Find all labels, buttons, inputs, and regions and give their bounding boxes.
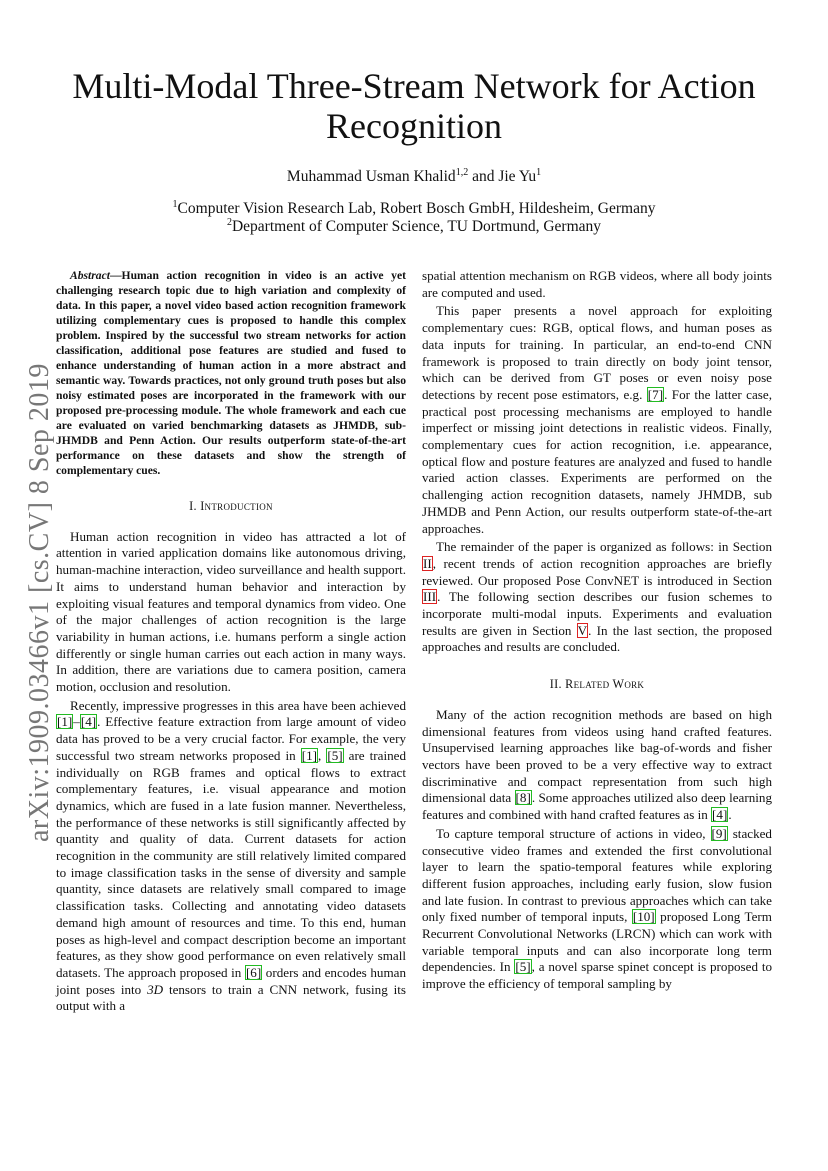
text-run: Recently, impressive progresses in this area have been achieved bbox=[70, 697, 406, 713]
text-run: stacked consecutive video frames and extended the first convolutional layer to learn the spatio-temporal features while exploring different fusion approaches, including early fusion, slow fusion and late fusion. In contrast to previous approaches which can take only fixed number of temporal inputs, bbox=[422, 825, 772, 925]
section-link[interactable]: V bbox=[577, 622, 588, 638]
paper-title: Multi-Modal Three-Stream Network for Action Recognition bbox=[72, 66, 756, 146]
abstract-text: —Human action recognition in video is an active yet challenging research topic due to high variation and complexity of data. In this paper, a novel video based action recognition framework utilizing complementary cues is proposed to handle this complex problem. Inspired by the successful two stream networks for action classification, additional pose features are studied and fused to enhance understanding of human action in a more abstract and semantic way. Towards practices, not only ground truth poses but also noisy estimated poses are incorporated in the framework with our proposed pre-processing module. The whole framework and each cue are evaluated on varied benchmarking datasets as JHMDB, sub-JHMDB and Penn Action. Our results outperform state-of-the-art performance on these datasets and show the strength of complementary cues. bbox=[56, 269, 406, 477]
text-run: are trained individually on RGB frames and optical flows to extract complementary features, i.e. visual appearance and motion dynamics, which are fused in a late fusion manner. Nevertheless, the performance of these networks is still significantly affected by quantity and quality of data. Current datasets for action recognition in the community are still relatively limited compared to image classification tasks in the sense of diversity and sample quantity, since datasets are relatively small compared to image classification tasks. Collecting and annotating video datasets demand high amount of resources and time. To this end, human poses as high-level and compact description become an important features, as they show good performance on even relatively small datasets. The approach proposed in bbox=[56, 747, 407, 980]
author-conjunction: and bbox=[468, 168, 499, 185]
text-run: , bbox=[318, 747, 327, 763]
citation-link[interactable]: [10] bbox=[632, 909, 655, 925]
section-link[interactable]: III bbox=[423, 589, 437, 605]
paragraph bbox=[56, 698, 406, 1015]
text-run: Many of the action recognition methods are based on high dimensional features from videos using hand crafted features. Unsupervised learning approaches like bag-of-words and fisher vectors have been proved to be a very effective way to extract discriminative and compact representation from such high dimensional data bbox=[422, 706, 772, 806]
paragraph bbox=[422, 303, 772, 537]
affiliation-text: Department of Computer Science, TU Dortmund, Germany bbox=[231, 218, 602, 235]
citation-link[interactable]: [5] bbox=[515, 959, 531, 975]
abstract-label: Abstract bbox=[70, 269, 110, 282]
math-expression: 3D bbox=[147, 981, 164, 997]
text-run: orders and encodes human joint poses into bbox=[56, 964, 406, 997]
text-run: . Some approaches utilized also deep learning features and combined with hand crafted features as in bbox=[422, 790, 772, 823]
affiliations bbox=[60, 200, 768, 236]
text-run: The remainder of the paper is organized as follows: in Section bbox=[436, 539, 772, 555]
text-run: proposed Long Term Recurrent Convolutional Networks (LRCN) which can work with variable temporal inputs and can also incorporate long term dependencies. In bbox=[422, 909, 772, 975]
citation-link[interactable]: [7] bbox=[647, 386, 664, 402]
paragraph bbox=[422, 826, 772, 993]
affiliation-mark: 1 bbox=[536, 166, 542, 178]
right-column bbox=[422, 268, 772, 995]
section-link[interactable]: II bbox=[423, 555, 432, 571]
paragraph bbox=[422, 539, 772, 656]
section-heading-related-work: II. Related Work bbox=[549, 677, 645, 692]
text-run: This paper presents a novel approach for exploiting complementary cues: RGB, optical flows, and human poses as data inputs for training. In particular, an end-to-end CNN framework is proposed to train directly on body joint tensor, which can be derived from GT poses or even noisy pose detections by recent pose estimators, e.g. bbox=[422, 303, 772, 402]
citation-link[interactable]: [1] bbox=[301, 747, 318, 763]
paragraph bbox=[422, 707, 772, 824]
citation-link[interactable]: [4] bbox=[80, 714, 97, 730]
arxiv-identifier: arXiv:1909.03466v1 [cs.CV] 8 Sep 2019 bbox=[24, 363, 55, 842]
text-run: , recent trends of action recognition approaches are briefly reviewed. Our proposed Pose ConvNET is introduced in Section bbox=[422, 555, 772, 588]
citation-link[interactable]: [9] bbox=[711, 825, 727, 841]
text-run: . In the last section, the proposed approaches and results are concluded. bbox=[422, 622, 772, 655]
abstract bbox=[56, 268, 406, 478]
citation-link[interactable]: [5] bbox=[327, 747, 343, 763]
text-run: tensors to train a CNN network, fusing its output with a bbox=[56, 981, 406, 1014]
author-name: Muhammad Usman Khalid bbox=[286, 168, 456, 185]
citation-link[interactable]: [6] bbox=[245, 964, 262, 980]
affiliation-mark: 2 bbox=[226, 216, 232, 228]
text-run: – bbox=[73, 714, 80, 730]
paragraph: spatial attention mechanism on RGB videos, where all body joints are computed and used. bbox=[422, 268, 772, 300]
text-run: . bbox=[728, 807, 732, 823]
text-run: . Effective feature extraction from large amount of video data has proved to be a very crucial factor. For example, the very successful two stream networks proposed in bbox=[56, 714, 406, 763]
section-heading-introduction: I. Introduction bbox=[189, 499, 273, 513]
affiliation-text: Computer Vision Research Lab, Robert Bosch GmbH, Hildesheim, Germany bbox=[177, 200, 656, 217]
text-run: . The following section describes our fusion schemes to incorporate multi-modal inputs. Experiments and evaluation results are given in Section bbox=[422, 589, 772, 638]
affiliation-line bbox=[60, 200, 768, 218]
affiliation-line bbox=[60, 218, 768, 236]
text-run: , a novel sparse spinet concept is proposed to improve the efficiency of temporal sampling by bbox=[422, 959, 772, 992]
citation-link[interactable]: [4] bbox=[712, 807, 728, 823]
affiliation-mark: 1,2 bbox=[455, 166, 469, 178]
text-run: . For the latter case, practical post processing mechanisms are employed to handle imperfect or missing joint detections in realistic videos. Finally, complementary cues for action recognition, i.e. appearance, optical flow and posture features are analyzed and fused to handle varied action classes. Experiments are performed on the challenging action recognition datasets, namely JHMDB, sub JHMDB and Penn Action, our results outperform state-of-the-art approaches. bbox=[422, 386, 772, 536]
author-name: Jie Yu bbox=[498, 168, 537, 185]
citation-link[interactable]: [8] bbox=[515, 790, 531, 806]
paragraph: Human action recognition in video has attracted a lot of attention in varied application domains like autonomous driving, human-machine interaction, video surveillance and health support. It aims to understand human behavior and interaction by exploiting visual features and temporal dynamics from video. One of the major challenges of action recognition is the large variability in human actions, i.e. humans perform a single action differently or single human carries out each action in many ways. In addition, there are variations due to camera position, camera motion, occlusion and resolution. bbox=[56, 528, 406, 695]
left-column bbox=[56, 268, 406, 1017]
author-line bbox=[60, 168, 768, 186]
affiliation-mark: 1 bbox=[172, 198, 178, 210]
text-run: To capture temporal structure of actions in video, bbox=[436, 825, 711, 841]
citation-link[interactable]: [1] bbox=[57, 714, 73, 730]
